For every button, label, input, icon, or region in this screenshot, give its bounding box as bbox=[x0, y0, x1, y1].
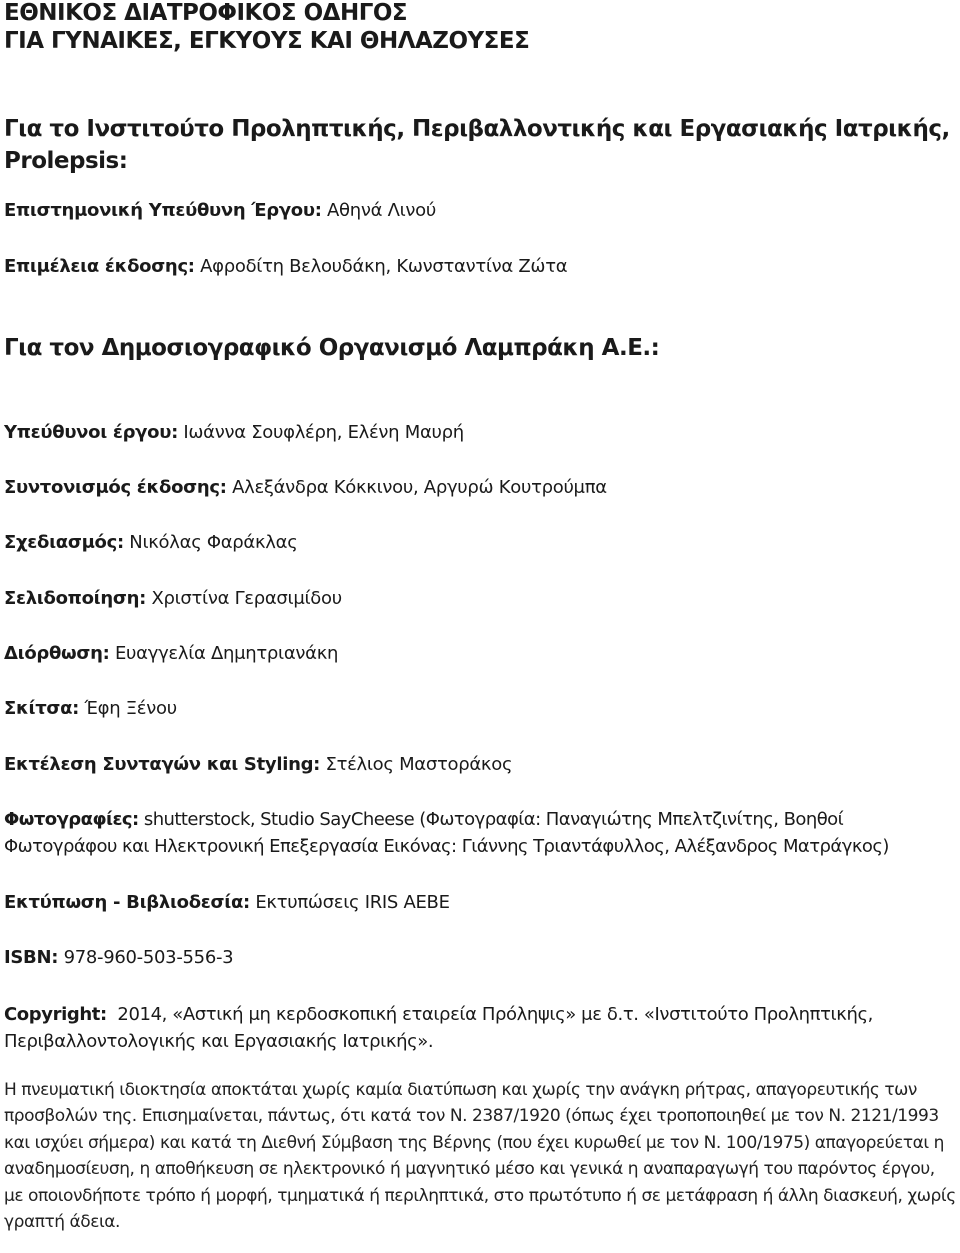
credit-sketches bbox=[4, 698, 177, 719]
credit-value: Αλεξάνδρα Κόκκινου, Αργυρώ Κουτρούμπα bbox=[232, 477, 607, 498]
credit-scientific-lead bbox=[4, 200, 436, 221]
credit-value: shutterstock, Studio SayCheese (Φωτογραφία: Παναγιώτης Μπελτζινίτης, Βοηθοί Φωτογράφου και Ηλεκτρονική Επεξεργασία Εικόνας: Γιάννης Τριαντάφυλλος, Αλέξανδρος Ματράγκος) bbox=[4, 809, 889, 857]
credit-value: Έφη Ξένου bbox=[84, 698, 177, 719]
credit-printing bbox=[4, 892, 450, 913]
credit-label: Διόρθωση: bbox=[4, 643, 110, 664]
credit-value: Ευαγγελία Δημητριανάκη bbox=[114, 643, 339, 664]
lambrakis-heading: Για τον Δημοσιογραφικό Οργανισμό Λαμπράκη Α.Ε.: bbox=[4, 335, 660, 361]
credit-value: 978-960-503-556-3 bbox=[63, 947, 234, 968]
credit-recipes-styling bbox=[4, 754, 512, 775]
credit-value: Ιωάννα Σουφλέρη, Ελένη Μαυρή bbox=[183, 422, 464, 443]
credit-photos bbox=[4, 806, 954, 860]
credit-label: Εκτέλεση Συνταγών και Styling: bbox=[4, 754, 321, 775]
credit-value: Νικόλας Φαράκλας bbox=[129, 532, 298, 553]
credit-project-managers bbox=[4, 422, 464, 443]
credit-label: Συντονισμός έκδοσης: bbox=[4, 477, 227, 498]
credit-label: Επιμέλεια έκδοσης: bbox=[4, 256, 195, 277]
credit-value: Εκτυπώσεις IRIS AEBE bbox=[255, 892, 450, 913]
document-title-line-1: ΕΘΝΙΚΟΣ ΔΙΑΤΡΟΦΙΚΟΣ ΟΔΗΓΟΣ bbox=[4, 0, 408, 26]
document-title-line-2: ΓΙΑ ΓΥΝΑΙΚΕΣ, ΕΓΚΥΟΥΣ ΚΑΙ ΘΗΛΑΖΟΥΣΕΣ bbox=[4, 28, 530, 54]
credit-value: Χριστίνα Γερασιμίδου bbox=[151, 588, 342, 609]
credit-value: Αφροδίτη Βελουδάκη, Κωνσταντίνα Ζώτα bbox=[200, 256, 568, 277]
credit-label: Υπεύθυνοι έργου: bbox=[4, 422, 178, 443]
credit-label: Copyright: bbox=[4, 1004, 107, 1025]
credit-design bbox=[4, 532, 298, 553]
credit-proofreading bbox=[4, 643, 338, 664]
credit-label: Φωτογραφίες: bbox=[4, 809, 139, 830]
credit-editing bbox=[4, 256, 567, 277]
credit-label: Εκτύπωση - Βιβλιοδεσία: bbox=[4, 892, 250, 913]
credit-coordination bbox=[4, 477, 607, 498]
prolepsis-heading: Για το Ινστιτούτο Προληπτικής, Περιβαλλοντικής και Εργασιακής Ιατρικής, Prolepsis: bbox=[4, 116, 950, 174]
credit-isbn bbox=[4, 947, 233, 968]
credit-copyright bbox=[4, 1001, 954, 1055]
credit-value: 2014, «Αστική μη κερδοσκοπική εταιρεία Πρόληψις» με δ.τ. «Ινστιτούτο Προληπτικής, Περιβαλλοντολογικής και Εργασιακής Ιατρικής». bbox=[4, 1004, 873, 1052]
credit-label: Σχεδιασμός: bbox=[4, 532, 124, 553]
credit-label: Σελιδοποίηση: bbox=[4, 588, 147, 609]
legal-notice: Η πνευματική ιδιοκτησία αποκτάται χωρίς καμία διατύπωση και χωρίς την ανάγκη ρήτρας, απαγορευτικής των προσβολών της. Επισημαίνεται, πάντως, ότι κατά τον Ν. 2387/1920 (όπως έχει τροποποιηθεί με τον Ν. 2121/1993 και ισχύει σήμερα) και κατά τη Διεθνή Σύμβαση της Βέρνης (που έχει κυρωθεί με τον Ν. 100/1975) απαγορεύεται η αναδημοσίευση, η αποθήκευση σε ηλεκτρονικό ή μαγνητικό μέσο και γενικά η αναπαραγωγή του παρόντος έργου, με οποιονδήποτε τρόπο ή μορφή, τμηματικά ή περιληπτικά, στο πρωτότυπο ή σε μετάφραση ή άλλη διασκευή, χωρίς γραπτή άδεια. bbox=[4, 1080, 956, 1233]
credit-label: Επιστημονική Υπεύθυνη Έργου: bbox=[4, 200, 322, 221]
credit-label: Σκίτσα: bbox=[4, 698, 80, 719]
credit-label: ISBN: bbox=[4, 947, 59, 968]
credit-value: Στέλιος Μαστοράκος bbox=[325, 754, 513, 775]
credit-value: Αθηνά Λινού bbox=[327, 200, 437, 221]
credit-layout bbox=[4, 588, 342, 609]
